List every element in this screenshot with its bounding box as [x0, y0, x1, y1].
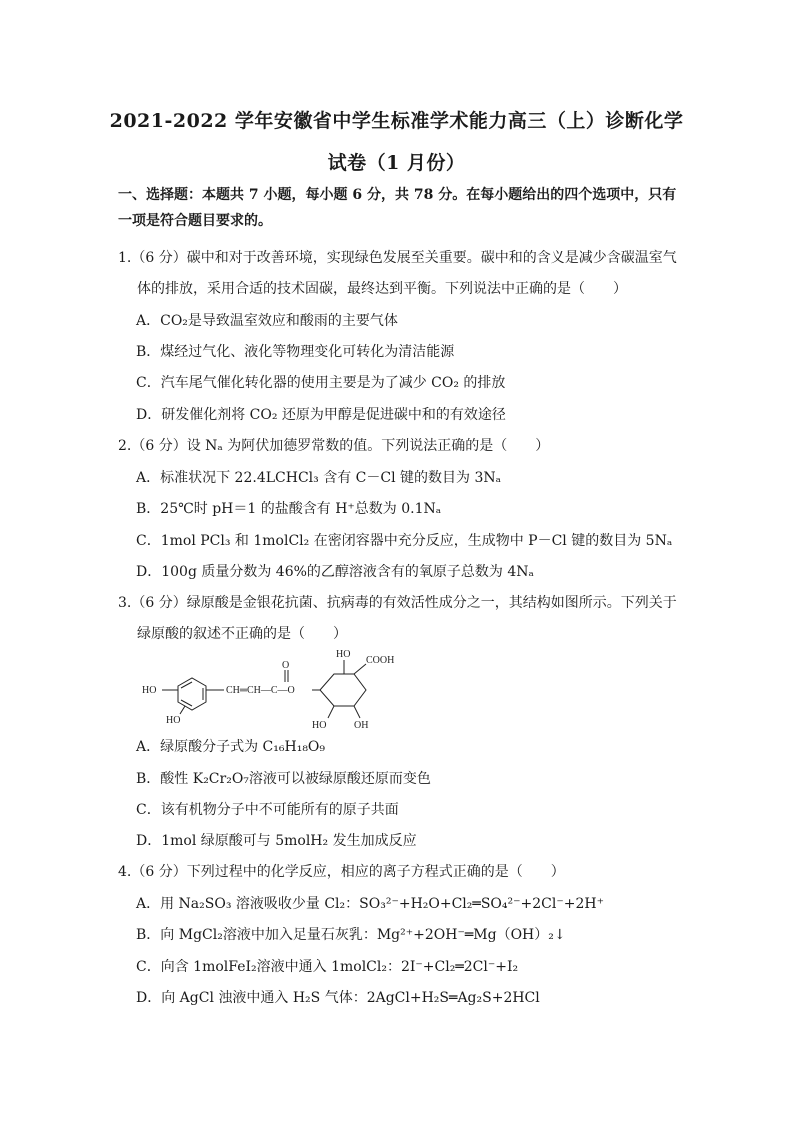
q3-stem-line1: 3.（6 分）绿原酸是金银花抗菌、抗病毒的有效活性成分之一，其结构如图所示。下列关于 — [118, 595, 677, 611]
q1-stem-line2: 体的排放，采用合适的技术固碳，最终达到平衡。下列说法中正确的是（ ） — [137, 281, 627, 297]
q4-option-d: D．向 AgCl 浊液中通入 H₂S 气体：2AgCl+H₂S═Ag₂S+2HCl — [136, 990, 540, 1006]
chlorogenic-acid-structure — [140, 646, 410, 730]
exam-title-line2: 试卷（1 月份） — [327, 152, 466, 174]
q4-option-a: A．用 Na₂SO₃ 溶液吸收少量 Cl₂：SO₃²⁻+H₂O+Cl₂═SO₄²⁻+2Cl⁻+2H⁺ — [136, 896, 604, 912]
q2-stem-line1: 2.（6 分）设 Nₐ 为阿伏加德罗常数的值。下列说法正确的是（ ） — [118, 438, 550, 454]
carbonyl-o-label: O — [282, 660, 290, 671]
q1-option-c: C．汽车尾气催化转化器的使用主要是为了减少 CO₂ 的排放 — [136, 375, 506, 391]
q2-option-a: A．标准状况下 22.4LCHCl₃ 含有 C－Cl 键的数目为 3Nₐ — [136, 470, 502, 486]
q1-stem-line1: 1.（6 分）碳中和对于改善环境，实现绿色发展至关重要。碳中和的含义是减少含碳温室气 — [118, 250, 677, 266]
ring-oh-left-label: HO — [312, 720, 327, 730]
ho-bottom-label: HO — [166, 715, 181, 726]
q4-option-c: C．向含 1molFeI₂溶液中通入 1molCl₂：2I⁻+Cl₂═2Cl⁻+I₂ — [136, 959, 519, 975]
q3-option-a: A．绿原酸分子式为 C₁₆H₁₈O₉ — [136, 739, 326, 755]
q1-option-a: A．CO₂是导致温室效应和酸雨的主要气体 — [136, 313, 398, 329]
q1-option-d: D．研发催化剂将 CO₂ 还原为甲醇是促进碳中和的有效途径 — [136, 407, 506, 423]
cooh-label: COOH — [366, 655, 395, 666]
exam-title-line1: 2021-2022 学年安徽省中学生标准学术能力高三（上）诊断化学 — [109, 110, 684, 132]
q2-option-b: B．25℃时 pH＝1 的盐酸含有 H⁺总数为 0.1Nₐ — [136, 501, 442, 517]
ring-ho-label: HO — [336, 649, 351, 660]
q3-stem-line2: 绿原酸的叙述不正确的是（ ） — [137, 626, 347, 642]
q3-option-b: B．酸性 K₂Cr₂O₇溶液可以被绿原酸还原而变色 — [136, 771, 431, 787]
q4-option-b: B．向 MgCl₂溶液中加入足量石灰乳：Mg²⁺+2OH⁻═Mg（OH）₂↓ — [136, 927, 566, 943]
ho-top-label: HO — [142, 685, 157, 696]
q3-option-c: C．该有机物分子中不可能所有的原子共面 — [136, 802, 399, 818]
q1-option-b: B．煤经过气化、液化等物理变化可转化为清洁能源 — [136, 344, 455, 360]
q2-option-d: D．100g 质量分数为 46%的乙醇溶液含有的氧原子总数为 4Nₐ — [136, 564, 534, 580]
chain-label: CH═CH—C—O — [226, 685, 295, 696]
q4-stem-line1: 4.（6 分）下列过程中的化学反应，相应的离子方程式正确的是（ ） — [118, 864, 565, 880]
ring-oh-right-label: OH — [354, 720, 369, 730]
section-heading: 一、选择题：本题共 7 小题，每小题 6 分，共 78 分。在每小题给出的四个选项中，只有一项是符合题目要求的。 — [118, 187, 677, 229]
q3-option-d: D．1mol 绿原酸可与 5molH₂ 发生加成反应 — [136, 833, 417, 849]
q2-option-c: C．1mol PCl₃ 和 1molCl₂ 在密闭容器中充分反应，生成物中 P－Cl 键的数目为 5Nₐ — [136, 533, 673, 549]
